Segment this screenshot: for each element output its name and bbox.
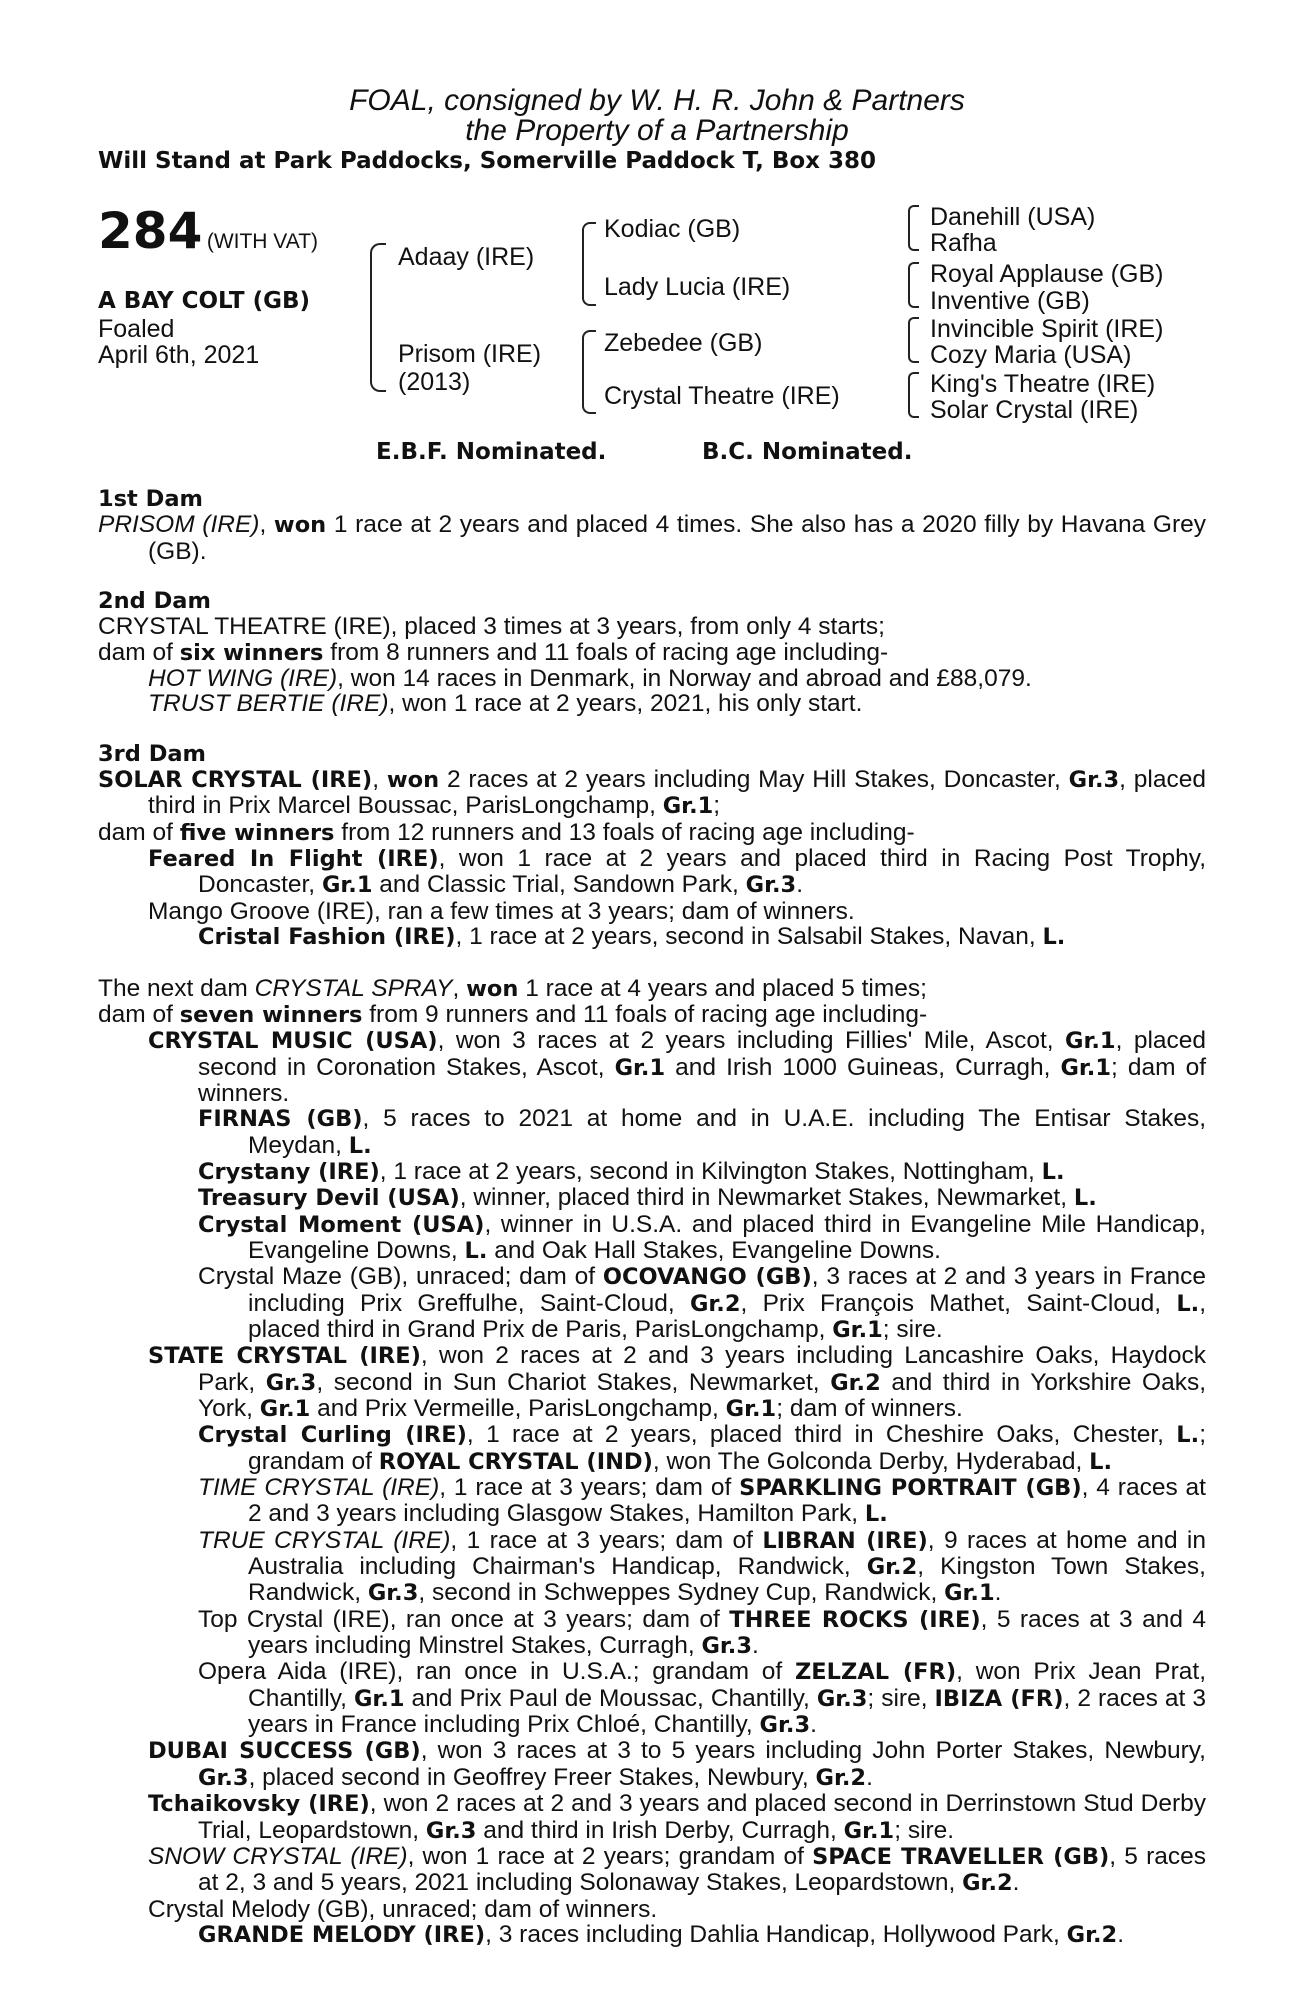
bc-nomination: B.C. Nominated. bbox=[702, 439, 913, 465]
consignor-line: FOAL, consigned by W. H. R. John & Partners bbox=[349, 84, 965, 117]
dam-name: Prisom (IRE) bbox=[398, 340, 542, 368]
produce-entry: Crystal Curling (IRE), 1 race at 2 years, placed third in Cheshire Oaks, Chester, L.; grandam of ROYAL CRYSTAL (IND), won The Golconda Derby, Hyderabad, L. bbox=[198, 1421, 1206, 1475]
produce-entry: Top Crystal (IRE), ran once at 3 years; dam of THREE ROCKS (IRE), 5 races at 3 and 4 years including Minstrel Stakes, Curragh, Gr.3. bbox=[198, 1605, 1207, 1660]
produce-entry: Crystal Moment (USA), winner in U.S.A. and placed third in Evangeline Mile Handicap, Evangeline Downs, L. and Oak Hall Stakes, Evangeline Downs. bbox=[198, 1210, 1206, 1264]
pedigree-brace bbox=[370, 243, 386, 392]
ancestor-sdd: Inventive (GB) bbox=[930, 287, 1090, 315]
produce-entry: Cristal Fashion (IRE), 1 race at 2 years, second in Salsabil Stakes, Navan, L. bbox=[198, 923, 1066, 951]
produce-entry: Treasury Devil (USA), winner, placed third in Newmarket Stakes, Newmarket, L. bbox=[198, 1184, 1097, 1212]
produce-entry: CRYSTAL MUSIC (USA), won 3 races at 2 years including Fillies' Mile, Ascot, Gr.1, placed second in Coronation Stakes, Ascot, Gr.1 and Irish 1000 Guineas, Curragh, Gr.1; dam of winners. bbox=[148, 1027, 1207, 1107]
produce-entry: Crystany (IRE), 1 race at 2 years, second in Kilvington Stakes, Nottingham, L. bbox=[198, 1157, 1065, 1185]
produce-entry: TRUE CRYSTAL (IRE), 1 race at 3 years; dam of LIBRAN (IRE), 9 races at home and in Australia including Chairman's Handicap, Randwick, Gr.2, Kingston Town Stakes, Randwick, Gr.3, second in Schweppes Sydney Cup, Randwick, Gr.1. bbox=[198, 1526, 1207, 1607]
produce-entry: Tchaikovsky (IRE), won 2 races at 2 and 3 years and placed second in Derrinstown Stud Derby Trial, Leopardstown, Gr.3 and third in Irish Derby, Curragh, Gr.1; sire. bbox=[148, 1790, 1207, 1844]
produce-entry: Crystal Melody (GB), unraced; dam of winners. bbox=[148, 1895, 658, 1923]
pedigree-brace bbox=[582, 222, 596, 306]
foaled-date: April 6th, 2021 bbox=[98, 341, 260, 369]
ebf-nomination: E.B.F. Nominated. bbox=[376, 439, 607, 465]
produce-entry: Opera Aida (IRE), ran once in U.S.A.; grandam of ZELZAL (FR), won Prix Jean Prat, Chantilly, Gr.1 and Prix Paul de Moussac, Chantilly, Gr.3; sire, IBIZA (FR), 2 races at 3 years in France including Prix Chloé, Chantilly, Gr.3. bbox=[198, 1658, 1206, 1739]
second-dam-heading: 2nd Dam bbox=[98, 588, 211, 615]
ancestor-sss: Danehill (USA) bbox=[930, 203, 1096, 231]
third-dam-produce: dam of five winners from 12 runners and 13 foals of racing age including- bbox=[98, 818, 915, 846]
produce-entry: Crystal Maze (GB), unraced; dam of OCOVANGO (GB), 3 races at 2 and 3 years in France including Prix Greffulhe, Saint-Cloud, Gr.2, Prix François Mathet, Saint-Cloud, L., placed third in Grand Prix de Paris, ParisLongchamp, Gr.1; sire. bbox=[198, 1263, 1207, 1343]
next-dam-entry: The next dam CRYSTAL SPRAY, won 1 race at 4 years and placed 5 times; bbox=[98, 974, 927, 1002]
produce-entry: TRUST BERTIE (IRE), won 1 race at 2 years, 2021, his only start. bbox=[148, 690, 863, 718]
sire-name: Adaay (IRE) bbox=[398, 243, 535, 271]
pedigree-brace bbox=[908, 262, 919, 308]
dam-dam: Crystal Theatre (IRE) bbox=[604, 382, 840, 410]
third-dam-entry: SOLAR CRYSTAL (IRE), won 2 races at 2 years including May Hill Stakes, Doncaster, Gr.3, placed third in Prix Marcel Boussac, ParisLongchamp, Gr.1; bbox=[98, 766, 1207, 820]
second-dam-entry: CRYSTAL THEATRE (IRE), placed 3 times at 3 years, from only 4 starts; bbox=[98, 613, 885, 641]
ancestor-dds: King's Theatre (IRE) bbox=[930, 370, 1156, 398]
stand-location: Will Stand at Park Paddocks, Somerville Paddock T, Box 380 bbox=[98, 148, 877, 174]
produce-entry: STATE CRYSTAL (IRE), won 2 races at 2 and 3 years including Lancashire Oaks, Haydock Park, Gr.3, second in Sun Chariot Stakes, Newmarket, Gr.2 and third in Yorkshire Oaks, York, Gr.1 and Prix Vermeille, ParisLongchamp, Gr.1; dam of winners. bbox=[148, 1342, 1206, 1422]
vat-note: (WITH VAT) bbox=[206, 230, 319, 253]
produce-entry: GRANDE MELODY (IRE), 3 races including Dahlia Handicap, Hollywood Park, Gr.2. bbox=[198, 1920, 1125, 1948]
ancestor-ddd: Solar Crystal (IRE) bbox=[930, 396, 1139, 424]
dam-sire: Zebedee (GB) bbox=[604, 329, 763, 357]
third-dam-heading: 3rd Dam bbox=[98, 740, 206, 767]
next-dam-produce: dam of seven winners from 9 runners and 11 foals of racing age including- bbox=[98, 1000, 928, 1028]
pedigree-brace bbox=[582, 330, 596, 414]
lot-description: A BAY COLT (GB) bbox=[98, 288, 311, 314]
produce-entry: Mango Groove (IRE), ran a few times at 3 years; dam of winners. bbox=[148, 897, 855, 925]
pedigree-brace bbox=[908, 372, 919, 418]
ancestor-sds: Royal Applause (GB) bbox=[930, 260, 1164, 288]
pedigree-brace bbox=[908, 317, 919, 363]
foaled-label: Foaled bbox=[98, 315, 175, 343]
produce-entry: HOT WING (IRE), won 14 races in Denmark, in Norway and abroad and £88,079. bbox=[148, 665, 1032, 693]
property-line: the Property of a Partnership bbox=[465, 114, 849, 147]
first-dam-heading: 1st Dam bbox=[98, 486, 203, 512]
produce-entry: TIME CRYSTAL (IRE), 1 race at 3 years; dam of SPARKLING PORTRAIT (GB), 4 races at 2 and 3 years including Glasgow Stakes, Hamilton Park, L. bbox=[198, 1474, 1206, 1528]
sire-dam: Lady Lucia (IRE) bbox=[604, 273, 791, 301]
catalogue-body bbox=[98, 487, 1206, 1948]
produce-entry: FIRNAS (GB), 5 races to 2021 at home and in U.A.E. including The Entisar Stakes, Meydan, L. bbox=[198, 1105, 1206, 1159]
lot-number-block bbox=[98, 203, 318, 272]
dam-year: (2013) bbox=[398, 368, 471, 396]
ancestor-dss: Invincible Spirit (IRE) bbox=[930, 315, 1164, 343]
sire-sire: Kodiac (GB) bbox=[604, 215, 741, 243]
ancestor-ssd: Rafha bbox=[930, 229, 997, 257]
second-dam-produce: dam of six winners from 8 runners and 11 foals of racing age including- bbox=[98, 638, 889, 666]
pedigree-brace bbox=[908, 205, 919, 251]
first-dam-entry: PRISOM (IRE), won 1 race at 2 years and placed 4 times. She also has a 2020 filly by Havana Grey (GB). bbox=[98, 511, 1206, 565]
produce-entry: Feared In Flight (IRE), won 1 race at 2 years and placed third in Racing Post Trophy, Doncaster, Gr.1 and Classic Trial, Sandown Park, Gr.3. bbox=[148, 845, 1206, 899]
produce-entry: DUBAI SUCCESS (GB), won 3 races at 3 to 5 years including John Porter Stakes, Newbury, Gr.3, placed second in Geoffrey Freer Stakes, Newbury, Gr.2. bbox=[148, 1737, 1206, 1791]
ancestor-dsd: Cozy Maria (USA) bbox=[930, 341, 1132, 369]
lot-number: 284 bbox=[98, 202, 203, 260]
produce-entry: SNOW CRYSTAL (IRE), won 1 race at 2 years; grandam of SPACE TRAVELLER (GB), 5 races at 2, 3 and 5 years, 2021 including Solonaway Stakes, Leopardstown, Gr.2. bbox=[148, 1842, 1206, 1897]
